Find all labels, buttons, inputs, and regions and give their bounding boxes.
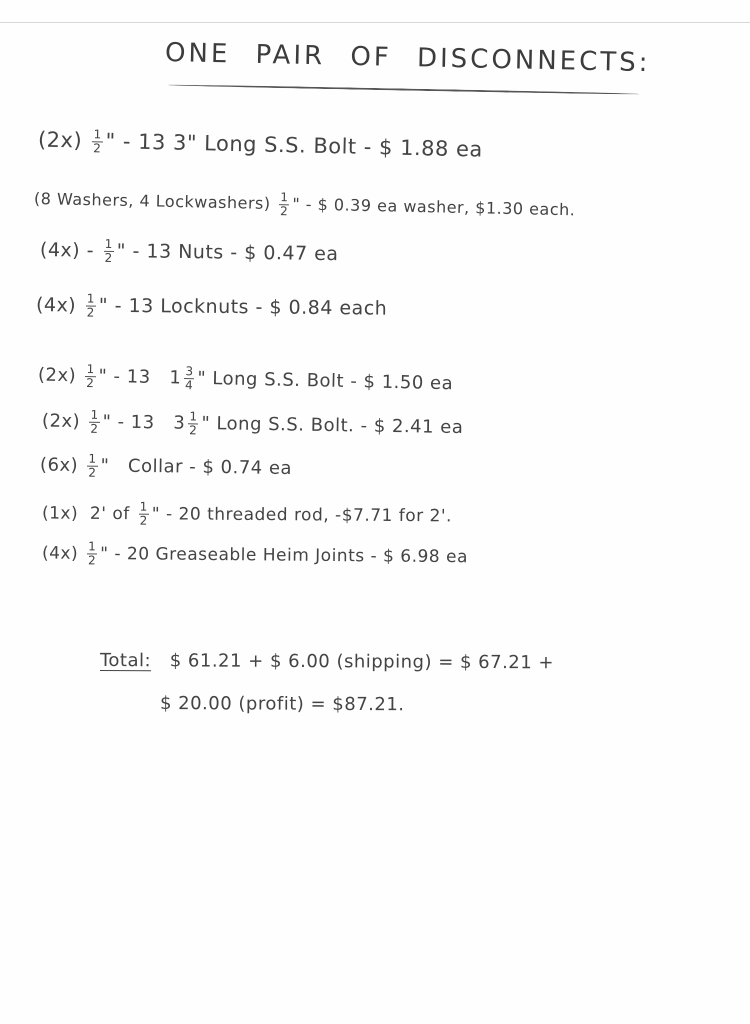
parts-line — [34, 186, 576, 224]
inch-mark: " — [102, 411, 112, 433]
fraction-numerator: 1 — [86, 362, 95, 377]
parts-line — [36, 292, 388, 323]
quantity: (4x) — [35, 294, 77, 317]
fraction-numerator: 3 — [185, 364, 194, 379]
inch-mark: " — [105, 129, 116, 154]
parts-line — [42, 500, 452, 530]
part-group: (8 Washers, 4 Lockwashers) — [33, 189, 271, 213]
fraction-numerator: 1 — [139, 499, 148, 514]
quantity: (2x) — [37, 364, 77, 387]
inch-mark: " — [100, 544, 109, 565]
fraction-denominator: 2 — [104, 250, 113, 266]
length-spec: 2' of — [89, 503, 130, 525]
total-line-1 — [100, 650, 554, 673]
fraction-denominator: 4 — [184, 378, 194, 393]
part-description: " Long S.S. Bolt. - $ 2.41 ea — [201, 413, 464, 439]
inch-mark: " — [151, 504, 161, 525]
fraction-numerator: 1 — [88, 539, 97, 554]
total-calculation: $ 61.21 + $ 6.00 (shipping) = $ 67.21 + — [169, 650, 555, 674]
quantity: (6x) — [39, 454, 79, 477]
inch-mark: " — [98, 365, 108, 387]
parts-line — [38, 362, 454, 398]
fraction-numerator: 1 — [90, 407, 99, 422]
inch-mark: " — [292, 194, 301, 214]
part-description: - 13 Nuts - $ 0.47 ea — [132, 240, 339, 266]
fraction-numerator: 1 — [93, 127, 102, 142]
fraction — [87, 540, 97, 567]
fraction — [92, 128, 103, 155]
parts-line — [38, 127, 483, 164]
fraction — [87, 453, 98, 480]
fraction — [85, 363, 96, 390]
part-description: - 20 Greaseable Heim Joints - $ 6.98 ea — [114, 544, 469, 568]
thread-spec: - 13 — [113, 366, 151, 388]
quantity: (2x) — [37, 127, 83, 153]
grand-total: $ 20.00 (profit) = $87.21. — [159, 693, 405, 716]
fraction — [188, 410, 199, 437]
part-description: Collar - $ 0.74 ea — [127, 455, 293, 480]
quantity: (2x) — [41, 410, 81, 433]
fraction-numerator: 1 — [189, 409, 198, 424]
quantity: (4x) - — [39, 239, 95, 262]
page-top-edge — [0, 22, 750, 23]
fraction-denominator: 2 — [87, 553, 97, 568]
fraction-numerator: 1 — [104, 236, 113, 252]
fraction-denominator: 2 — [279, 204, 289, 219]
fraction-numerator: 1 — [86, 291, 96, 306]
parts-line — [40, 237, 339, 268]
fraction-denominator: 2 — [90, 421, 99, 436]
fraction-denominator: 2 — [86, 305, 95, 320]
part-description: - 20 threaded rod, -$7.71 for 2'. — [165, 504, 453, 527]
part-description: " Long S.S. Bolt - $ 1.50 ea — [197, 367, 454, 395]
fraction — [103, 238, 114, 265]
fraction — [279, 191, 290, 218]
fraction-numerator: 1 — [280, 190, 289, 205]
part-description: - $ 0.39 ea washer, $1.30 each. — [305, 194, 576, 220]
quantity: (4x) — [41, 543, 79, 564]
part-description: - 13 3" Long S.S. Bolt - $ 1.88 ea — [122, 129, 484, 162]
page-title: ONE PAIR OF DISCONNECTS: — [164, 38, 651, 79]
title-underline — [168, 84, 640, 95]
fraction-denominator: 2 — [93, 141, 102, 156]
fraction — [89, 409, 100, 436]
fraction — [86, 293, 96, 320]
fraction-denominator: 2 — [86, 376, 95, 391]
fraction — [139, 501, 149, 528]
total-line-2 — [160, 693, 405, 715]
fraction-denominator: 2 — [88, 465, 97, 480]
whole-number: 1 — [169, 367, 182, 389]
inch-mark: " — [116, 240, 127, 263]
fraction — [184, 365, 195, 392]
thread-spec: - 13 — [117, 411, 155, 434]
fraction-numerator: 1 — [88, 451, 97, 466]
part-description: - 13 Locknuts - $ 0.84 each — [114, 294, 388, 320]
parts-line — [42, 540, 468, 571]
whole-number: 3 — [173, 412, 186, 434]
quantity: (1x) — [41, 503, 79, 524]
inch-mark: " — [98, 294, 109, 317]
total-label: Total: — [99, 650, 152, 672]
inch-mark: " — [100, 455, 110, 477]
parts-line — [42, 408, 464, 442]
fraction-denominator: 2 — [139, 513, 148, 528]
parts-line — [40, 452, 292, 483]
fraction-denominator: 2 — [189, 423, 198, 438]
